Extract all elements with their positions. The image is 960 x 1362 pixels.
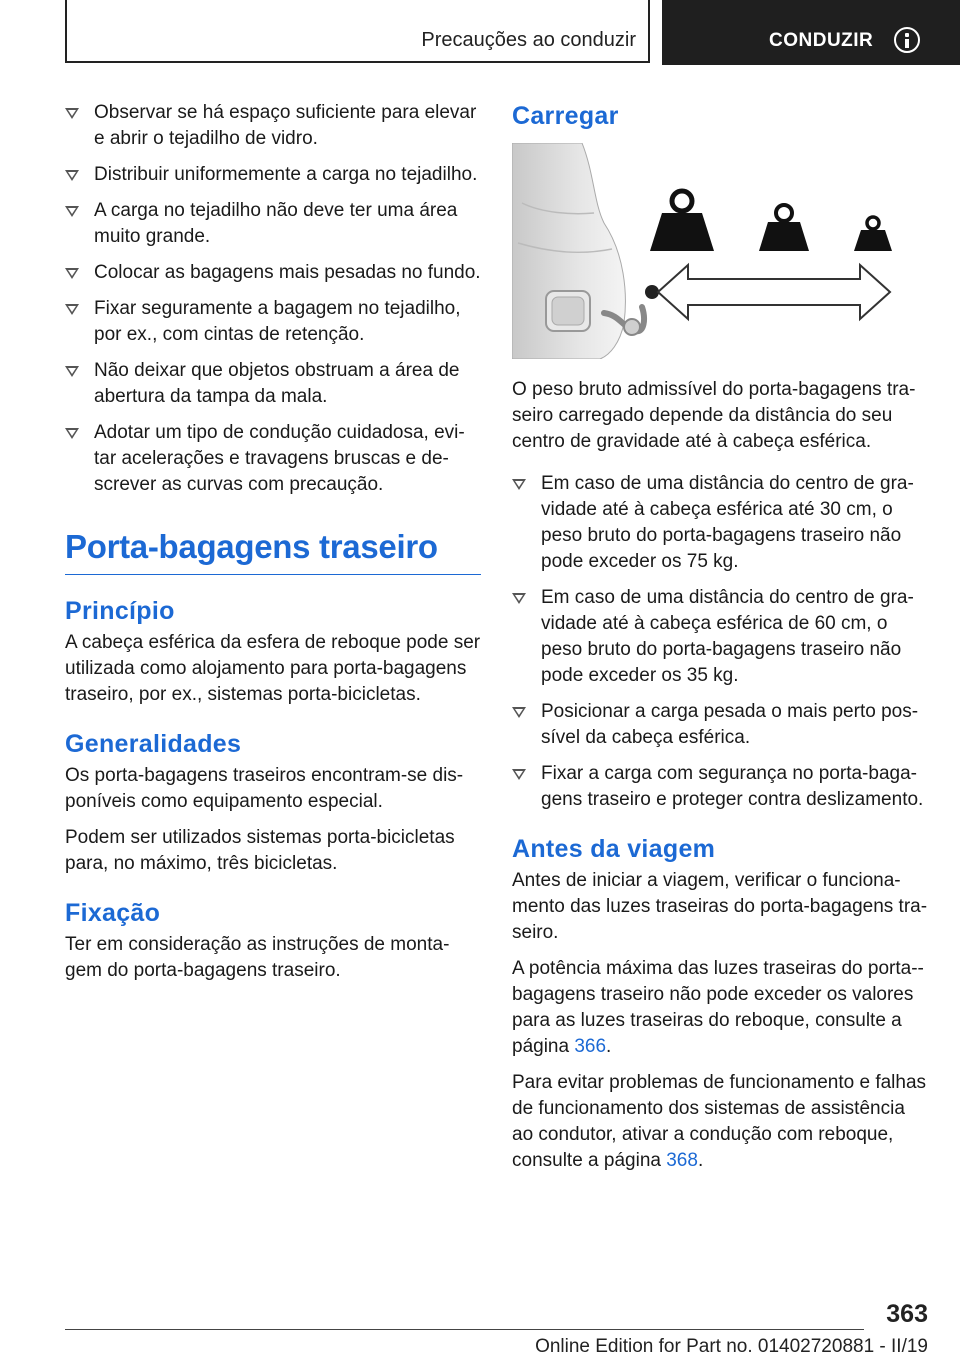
list-item: Fixar seguramente a bagagem no tejadilho, por ex., com cintas de retenção.: [65, 296, 481, 348]
footer-divider: [65, 1329, 864, 1330]
list-item: Observar se há espaço suficiente para elevar e abrir o tejadilho de vidro.: [65, 100, 481, 152]
header-chapter-title[interactable]: CONDUZIR: [769, 30, 874, 51]
roof-load-list: [65, 100, 481, 498]
right-column: [512, 100, 928, 1184]
page-number: 363: [886, 1300, 928, 1328]
triangle-bullet-icon: [65, 428, 79, 439]
load-distance-illustration: [512, 143, 892, 359]
paragraph: O peso bruto admissível do porta-bagagens tra-seiro carregado depende da distância do seu centro de gravidade até à cabeça esférica.: [512, 379, 916, 452]
paragraph: Ter em consideração as instruções de monta-gem do porta-bagagens traseiro.: [65, 934, 450, 981]
left-column: [65, 100, 481, 994]
list-item: Colocar as bagagens mais pesadas no fundo.: [65, 260, 481, 286]
load-rules-list: [512, 471, 928, 813]
triangle-bullet-icon: [65, 108, 79, 119]
list-item: A carga no tejadilho não deve ter uma área muito grande.: [65, 198, 481, 250]
page-link-366[interactable]: 366: [574, 1036, 607, 1057]
triangle-bullet-icon: [65, 304, 79, 315]
list-item: Em caso de uma distância do centro de gra-vidade até à cabeça esférica de 60 cm, o peso bruto do porta-bagagens traseiro não pode exceder os 35 kg.: [512, 585, 928, 689]
triangle-bullet-icon: [512, 593, 526, 604]
triangle-bullet-icon: [512, 707, 526, 718]
paragraph: A potência máxima das luzes traseiras do porta--bagagens traseiro não pode exceder os valores para as luzes traseiras do reboque, consulte a página 366.: [512, 958, 924, 1057]
list-item: Adotar um tipo de condução cuidadosa, evi-tar acelerações e travagens bruscas e de-screver as curvas com precaução.: [65, 420, 481, 498]
header-section-box: [65, 0, 650, 63]
header-section-title: Precauções ao conduzir: [421, 29, 636, 51]
triangle-bullet-icon: [65, 366, 79, 377]
subheading-generalidades: Generalidades: [65, 730, 242, 758]
page-link-368[interactable]: 368: [666, 1150, 698, 1171]
triangle-bullet-icon: [65, 170, 79, 181]
paragraph: Podem ser utilizados sistemas porta-bicicletas para, no máximo, três bicicletas.: [65, 827, 455, 874]
list-item: Posicionar a carga pesada o mais perto pos-sível da cabeça esférica.: [512, 699, 928, 751]
section-title: Porta-bagagens traseiro: [65, 528, 481, 575]
subheading-fixacao: Fixação: [65, 899, 161, 927]
paragraph: A cabeça esférica da esfera de reboque pode ser utilizada como alojamento para porta-bagagens traseiro, por ex., sistemas porta-bicicletas.: [65, 632, 481, 705]
paragraph: Antes de iniciar a viagem, verificar o funciona-mento das luzes traseiras do porta-bagagens tra-seiro.: [512, 870, 928, 943]
header-chapter-box: [662, 0, 960, 65]
heavy-weight-icon: [650, 191, 714, 251]
subheading-antes-da-viagem: Antes da viagem: [512, 835, 716, 863]
distance-double-arrow: [658, 265, 890, 319]
paragraph: Para evitar problemas de funcionamento e falhas de funcionamento dos sistemas de assistência ao condutor, ativar a condução com reboque, consulte a página 368.: [512, 1072, 927, 1171]
medium-weight-icon: [759, 205, 809, 251]
list-item: Não deixar que objetos obstruam a área de abertura da tampa da mala.: [65, 358, 481, 410]
triangle-bullet-icon: [65, 268, 79, 279]
paragraph: Os porta-bagagens traseiros encontram-se dis-poníveis como equipamento especial.: [65, 765, 464, 812]
triangle-bullet-icon: [65, 206, 79, 217]
subheading-carregar: Carregar: [512, 102, 619, 130]
triangle-bullet-icon: [512, 479, 526, 490]
footer-edition: Online Edition for Part no. 01402720881 - II/19: [535, 1336, 928, 1357]
light-weight-icon: [854, 217, 892, 251]
subheading-principio: Princípio: [65, 597, 175, 625]
tow-ball-weights-svg: [512, 143, 892, 359]
list-item: Fixar a carga com segurança no porta-baga-gens traseiro e proteger contra deslizamento.: [512, 761, 928, 813]
info-icon[interactable]: [894, 27, 920, 53]
list-item: Distribuir uniformemente a carga no tejadilho.: [65, 162, 481, 188]
triangle-bullet-icon: [512, 769, 526, 780]
list-item: Em caso de uma distância do centro de gra-vidade até à cabeça esférica até 30 cm, o peso bruto do porta-bagagens traseiro não pode exceder os 75 kg.: [512, 471, 928, 575]
